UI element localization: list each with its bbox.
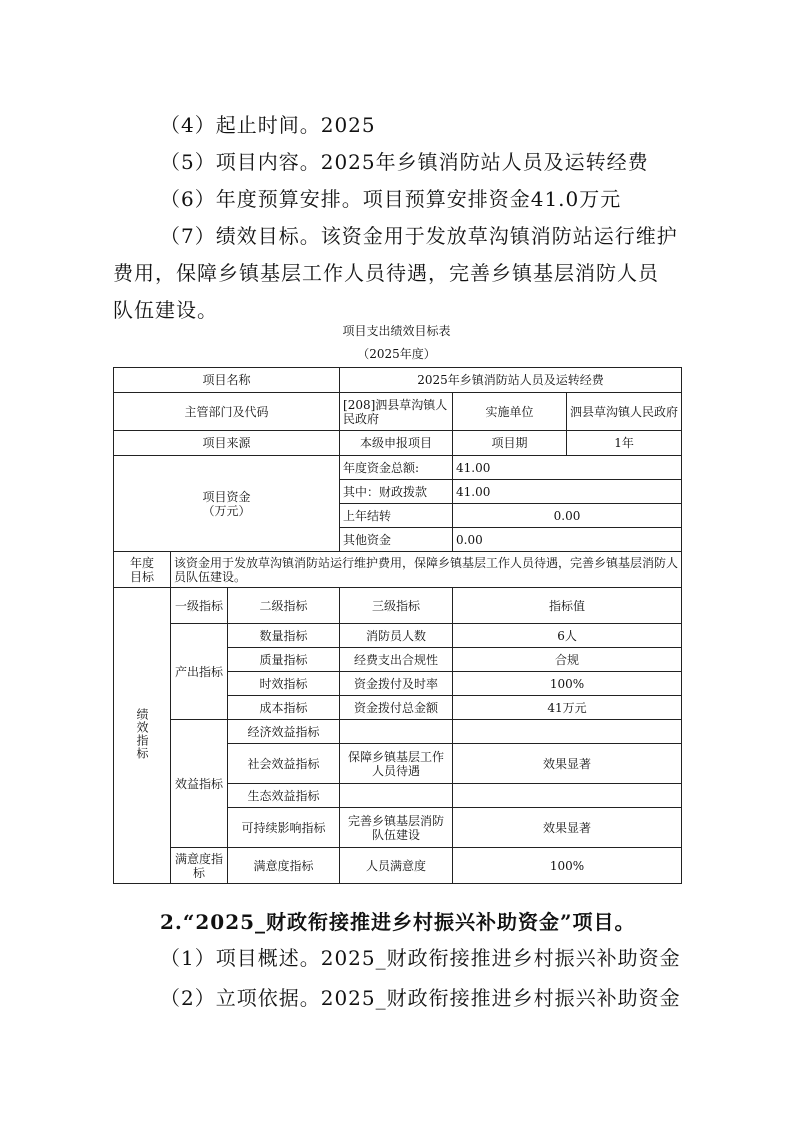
table-row: [114, 552, 682, 588]
period-value: 1年: [567, 431, 682, 456]
output-l2: 数量指标: [228, 624, 340, 648]
output-value: 6人: [453, 624, 682, 648]
output-l3: 资金拨付总金额: [340, 696, 453, 720]
benefit-value: [453, 720, 682, 744]
benefit-l3: [340, 784, 453, 808]
table-subtitle: （2025年度）: [357, 347, 436, 361]
paragraph-start-end-time: （4）起止时间。2025: [160, 113, 376, 137]
section2-basis: （2）立项依据。2025_财政衔接推进乡村振兴补助资金: [160, 986, 681, 1010]
benefit-value: 效果显著: [453, 744, 682, 784]
performance-target-table: [113, 367, 682, 884]
funds-fiscal-value: 41.00: [453, 480, 682, 504]
table-row: [114, 431, 682, 456]
section2-heading: 2.“2025_财政衔接推进乡村振兴补助资金”项目。: [160, 910, 636, 934]
benefit-l2: 生态效益指标: [228, 784, 340, 808]
project-name-label: 项目名称: [114, 368, 340, 393]
benefit-l2: 可持续影响指标: [228, 808, 340, 848]
paragraph-goal-line2: 费用，保障乡镇基层工作人员待遇，完善乡镇基层消防人员: [113, 261, 659, 285]
output-l3: 经费支出合规性: [340, 648, 453, 672]
paragraph-budget: （6）年度预算安排。项目预算安排资金41.0万元: [160, 187, 622, 211]
output-l3: 消防员人数: [340, 624, 453, 648]
period-label: 项目期: [453, 431, 567, 456]
table-row: [114, 368, 682, 393]
funds-total-label: 年度资金总额:: [340, 456, 453, 480]
dept-label: 主管部门及代码: [114, 393, 340, 431]
satisfaction-l2: 满意度指标: [228, 848, 340, 884]
output-l2: 时效指标: [228, 672, 340, 696]
satisfaction-l3: 人员满意度: [340, 848, 453, 884]
benefit-l3: 完善乡镇基层消防队伍建设: [340, 808, 453, 848]
table-row: [114, 588, 682, 624]
output-value: 100%: [453, 672, 682, 696]
perf-label: [114, 588, 171, 884]
benefit-l2: 社会效益指标: [228, 744, 340, 784]
funds-fiscal-label: 其中：财政拨款: [340, 480, 453, 504]
funds-label-line1: 项目资金: [202, 489, 251, 504]
output-label: 产出指标: [171, 624, 228, 720]
source-label: 项目来源: [114, 431, 340, 456]
section2-overview: （1）项目概述。2025_财政衔接推进乡村振兴补助资金: [160, 946, 681, 970]
header-value: 指标值: [453, 588, 682, 624]
satisfaction-value: 100%: [453, 848, 682, 884]
header-level2: 二级指标: [228, 588, 340, 624]
header-level1: 一级指标: [171, 588, 228, 624]
benefit-value: [453, 784, 682, 808]
benefit-value: 效果显著: [453, 808, 682, 848]
header-level3: 三级指标: [340, 588, 453, 624]
funds-label: [114, 456, 340, 552]
paragraph-goal-line3: 队伍建设。: [113, 298, 218, 322]
paragraph-project-content: （5）项目内容。2025年乡镇消防站人员及运转经费: [160, 150, 649, 174]
goal-label-line2: 目标: [129, 569, 154, 584]
table-row: [114, 624, 682, 648]
table-row: [114, 848, 682, 884]
table-row: [114, 393, 682, 431]
funds-other-value: 0.00: [453, 528, 682, 552]
table-row: [114, 720, 682, 744]
goal-label-line1: 年度: [129, 555, 154, 570]
source-value: 本级申报项目: [340, 431, 453, 456]
funds-total-value: 41.00: [453, 456, 682, 480]
dept-value: [208]泗县草沟镇人民政府: [340, 393, 453, 431]
perf-label-text: 绩效指标: [135, 708, 149, 760]
funds-carry-value: 0.00: [453, 504, 682, 528]
output-l2: 成本指标: [228, 696, 340, 720]
impl-value: 泗县草沟镇人民政府: [567, 393, 682, 431]
output-value: 41万元: [453, 696, 682, 720]
output-l3: 资金拨付及时率: [340, 672, 453, 696]
paragraph-goal-line1: （7）绩效目标。该资金用于发放草沟镇消防站运行维护: [160, 224, 678, 248]
benefit-l3: [340, 720, 453, 744]
table-row: [114, 456, 682, 480]
benefit-l2: 经济效益指标: [228, 720, 340, 744]
goal-label: [114, 552, 171, 588]
impl-label: 实施单位: [453, 393, 567, 431]
project-name-value: 2025年乡镇消防站人员及运转经费: [340, 368, 682, 393]
table-title: 项目支出绩效目标表: [342, 324, 451, 338]
funds-carry-label: 上年结转: [340, 504, 453, 528]
funds-other-label: 其他资金: [340, 528, 453, 552]
goal-text: 该资金用于发放草沟镇消防站运行维护费用，保障乡镇基层工作人员待遇，完善乡镇基层消防人员队伍建设。: [171, 552, 682, 588]
funds-label-line2: （万元）: [202, 503, 251, 518]
satisfaction-label: 满意度指标: [171, 848, 228, 884]
output-l2: 质量指标: [228, 648, 340, 672]
benefit-label: 效益指标: [171, 720, 228, 848]
output-value: 合规: [453, 648, 682, 672]
benefit-l3: 保障乡镇基层工作人员待遇: [340, 744, 453, 784]
